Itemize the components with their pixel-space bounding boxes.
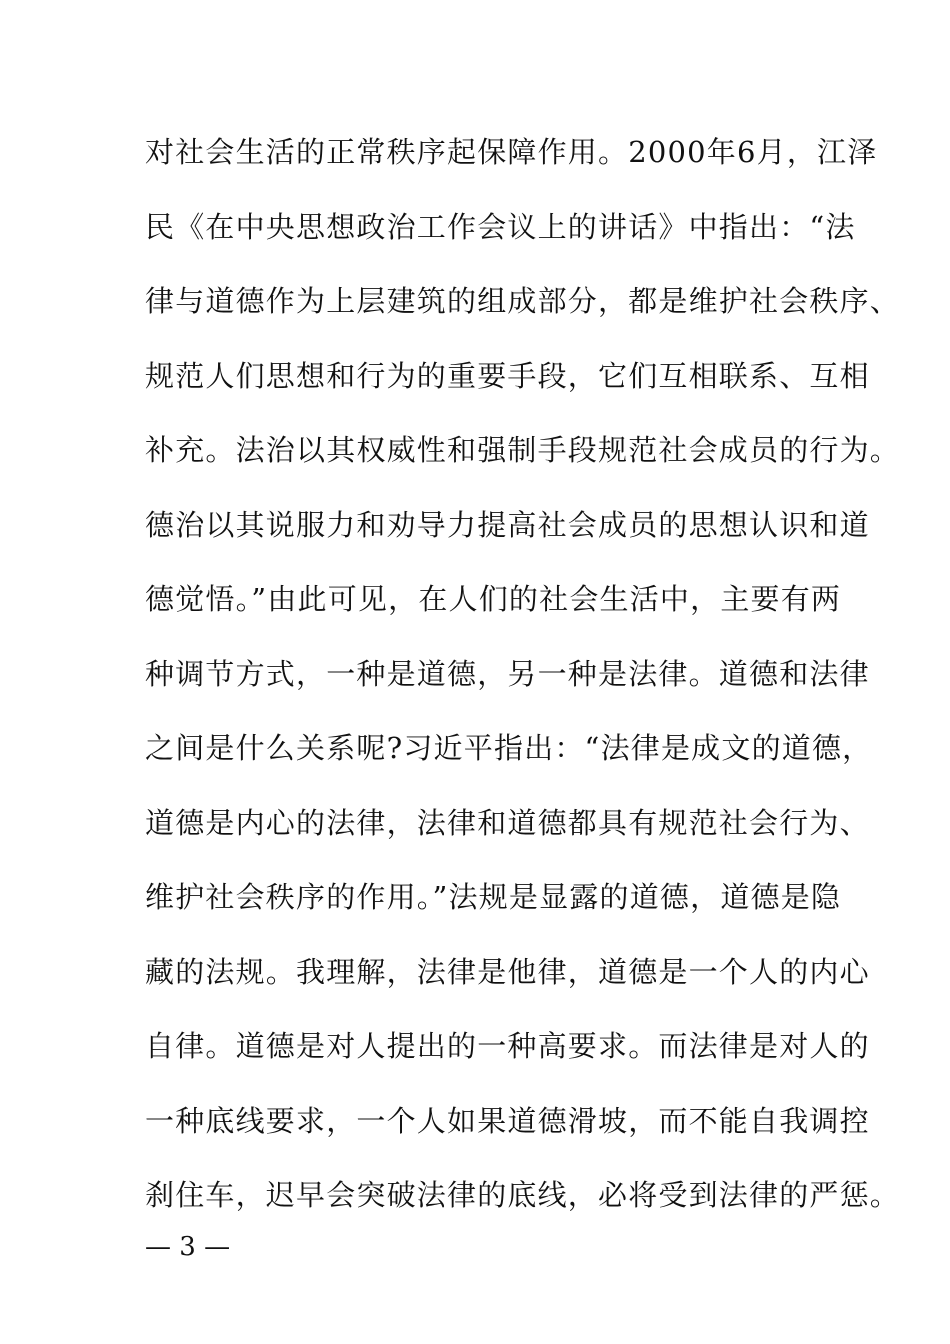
text-line-10: 道德是内心的法律，法律和道德都具有规范社会行为、 bbox=[145, 805, 870, 840]
text-line-14: 一种底线要求，一个人如果道德滑坡，而不能自我调控 bbox=[145, 1103, 870, 1138]
text-line-13: 自律。道德是对人提出的一种高要求。而法律是对人的 bbox=[145, 1029, 870, 1063]
text-line-7: 德觉悟。”由此可见，在人们的社会生活中，主要有两 bbox=[145, 582, 842, 616]
text-line-11: 维护社会秩序的作用。”法规是显露的道德，道德是隐 bbox=[145, 880, 842, 914]
text-line-12: 藏的法规。我理解，法律是他律，道德是一个人的内心 bbox=[145, 954, 870, 989]
body-text bbox=[145, 125, 901, 1243]
text-line-8: 种调节方式，一种是道德，另一种是法律。道德和法律 bbox=[145, 656, 870, 691]
text-line-6: 德治以其说服力和劝导力提高社会成员的思想认识和道 bbox=[145, 507, 870, 542]
page-number: — 3 — bbox=[145, 1232, 231, 1262]
text-line-15: 刹住车，迟早会突破法律的底线，必将受到法律的严惩。 bbox=[145, 1178, 901, 1212]
text-line-1: 对社会生活的正常秩序起保障作用。2000年6月，江泽 bbox=[145, 135, 878, 169]
text-line-4: 规范人们思想和行为的重要手段，它们互相联系、互相 bbox=[145, 358, 870, 393]
text-line-2: 民《在中央思想政治工作会议上的讲话》中指出：“法 bbox=[145, 209, 856, 244]
text-line-9: 之间是什么关系呢?习近平指出：“法律是成文的道德， bbox=[145, 731, 873, 765]
text-line-5: 补充。法治以其权威性和强制手段规范社会成员的行为。 bbox=[145, 433, 901, 467]
text-line-3: 律与道德作为上层建筑的组成部分，都是维护社会秩序、 bbox=[145, 284, 901, 318]
